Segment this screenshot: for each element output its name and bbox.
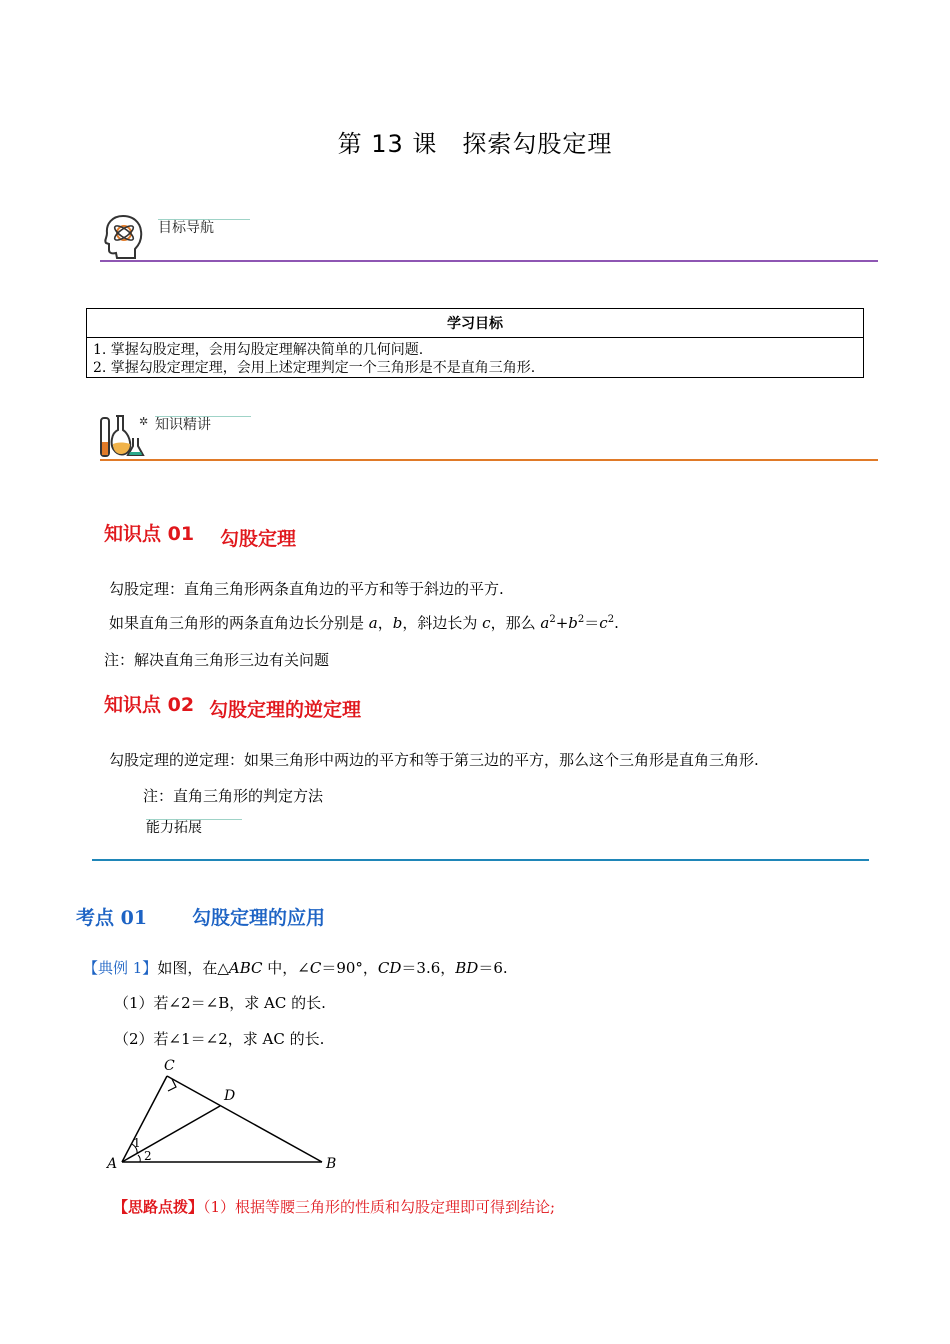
section-divider-nav: [100, 260, 878, 262]
kp2-theorem: 勾股定理的逆定理：如果三角形中两边的平方和等于第三边的平方，那么这个三角形是直角三角形.: [109, 751, 759, 769]
kp2-title: 勾股定理的逆定理: [209, 699, 362, 721]
goal-item: 2. 掌握勾股定理定理，会用上述定理判定一个三角形是不是直角三角形.: [93, 360, 536, 376]
section-divider-knowledge: [100, 459, 878, 461]
page-title: 第 13 课 探索勾股定理: [337, 130, 613, 158]
example1-hint: [113, 1196, 555, 1217]
kp1-formula-mid2: ，那么: [490, 614, 536, 632]
vertex-label-c: C: [164, 1058, 175, 1074]
exam1-number: 考点 01: [76, 907, 148, 929]
angle-label-1: 1: [133, 1136, 141, 1150]
section-label-knowledge: 知识精讲: [155, 417, 211, 433]
goals-table: [86, 308, 864, 378]
hint-text: （1）根据等腰三角形的性质和勾股定理即可得到结论;: [203, 1198, 556, 1216]
vertex-label-b: B: [326, 1156, 337, 1172]
example1-tag: 【典例 1】: [83, 959, 158, 977]
section-label-ability: 能力拓展: [146, 820, 202, 836]
kp1-theorem: 勾股定理：直角三角形两条直角边的平方和等于斜边的平方.: [109, 580, 504, 598]
example1-question-2: （2）若∠1＝∠2，求 AC 的长.: [114, 1030, 325, 1048]
angle-label-2: 2: [144, 1149, 152, 1163]
kp1-note: 注：解决直角三角形三边有关问题: [104, 651, 330, 669]
triangle-figure: [100, 1050, 350, 1175]
exam1-title: 勾股定理的应用: [192, 907, 326, 929]
goal-item: 1. 掌握勾股定理，会用勾股定理解决简单的几何问题.: [93, 342, 424, 358]
section-divider-ability: [92, 859, 869, 861]
kp2-number: 知识点 02: [104, 694, 195, 716]
brain-icon: [103, 213, 145, 259]
goals-table-cell: [87, 338, 864, 378]
kp2-note: 注：直角三角形的判定方法: [143, 787, 324, 805]
vertex-label-a: A: [107, 1156, 118, 1172]
section-label-nav: 目标导航: [158, 220, 214, 236]
kp1-number: 知识点 01: [104, 523, 195, 545]
vertex-label-d: D: [224, 1088, 236, 1104]
example1-question-1: （1）若∠2＝∠B，求 AC 的长.: [114, 994, 326, 1012]
example1-stem: 【典例 1】如图，在△ABC 中，∠C＝90°，CD＝3.6，BD＝6.: [83, 959, 508, 977]
sparkle-icon: ✲: [139, 415, 149, 428]
kp1-formula-prefix: 如果直角三角形的两条直角边长分别是: [109, 614, 365, 632]
kp1-formula-mid1: ，斜边长为: [402, 614, 478, 632]
kp1-title: 勾股定理: [220, 528, 297, 550]
kp1-formula-line: 如果直角三角形的两条直角边长分别是 a，b，斜边长为 c，那么 $a^2+b^2=c^2$.: [109, 614, 619, 632]
hint-tag: 【思路点拨】: [113, 1198, 204, 1216]
goals-table-header: 学习目标: [87, 309, 864, 338]
